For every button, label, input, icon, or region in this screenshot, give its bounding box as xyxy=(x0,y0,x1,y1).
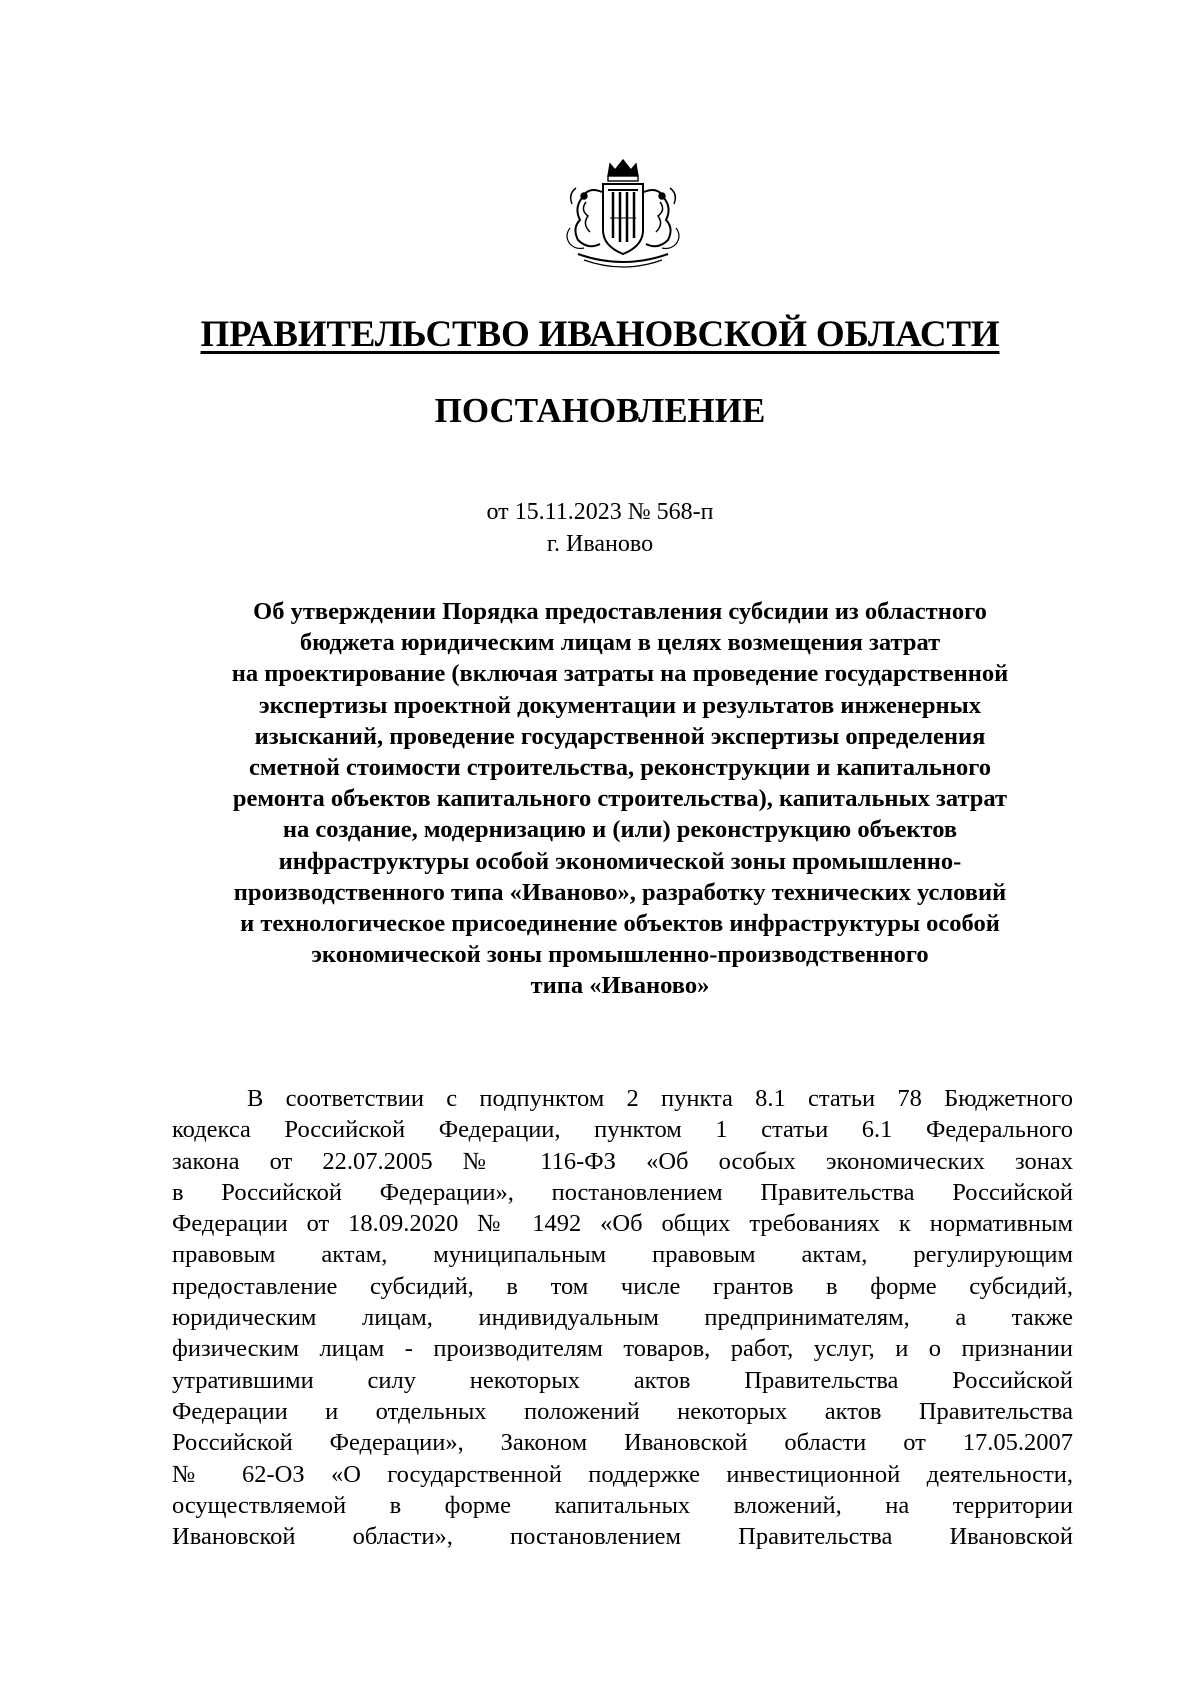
organization-title: ПРАВИТЕЛЬСТВО ИВАНОВСКОЙ ОБЛАСТИ xyxy=(200,314,1000,355)
body-line: Российской Федерации», Законом Ивановской области от 17.05.2007 xyxy=(172,1429,1073,1457)
body-line: кодекса Российской Федерации, пунктом 1 статьи 6.1 Федерального xyxy=(172,1116,1073,1144)
body-line: юридическим лицам, индивидуальным предпринимателям, а также xyxy=(172,1304,1073,1332)
subject-line: и технологическое присоединение объектов инфраструктуры особой xyxy=(240,910,1000,938)
document-city: г. Иваново xyxy=(546,531,654,557)
body-line: осуществляемой в форме капитальных вложений, на территории xyxy=(172,1491,1073,1519)
subject-line: на создание, модернизацию и (или) реконструкцию объектов xyxy=(282,816,958,844)
subject-line: изысканий, проведение государственной экспертизы определения xyxy=(254,722,986,750)
subject-line: производственного типа «Иваново», разработку технических условий xyxy=(233,878,1007,906)
body-line: предоставление субсидий, в том числе грантов в форме субсидий, xyxy=(172,1272,1073,1300)
body-line: Федерации и отдельных положений некоторых актов Правительства xyxy=(172,1397,1073,1425)
body-line: Федерации от 18.09.2020 № 1492 «Об общих требованиях к нормативным xyxy=(172,1210,1073,1238)
subject-line: бюджета юридическим лицам в целях возмещения затрат xyxy=(299,629,941,657)
document-body xyxy=(172,1083,1073,1552)
subject-line: экономической зоны промышленно-производственного xyxy=(311,941,929,969)
ivanovo-coat-of-arms-icon xyxy=(558,158,688,270)
body-line: правовым актам, муниципальным правовым актам, регулирующим xyxy=(172,1241,1073,1269)
body-line: в Российской Федерации», постановлением Правительства Российской xyxy=(172,1178,1073,1206)
subject-line: на проектирование (включая затраты на проведение государственной xyxy=(231,660,1009,688)
subject-line: типа «Иваново» xyxy=(530,972,710,1000)
body-line: В соответствии с подпунктом 2 пункта 8.1 статьи 78 Бюджетного xyxy=(247,1085,1073,1112)
body-line: физическим лицам - производителям товаров, работ, услуг, и о признании xyxy=(172,1335,1073,1363)
subject-line: экспертизы проектной документации и результатов инженерных xyxy=(258,691,981,719)
body-line: № 62-ОЗ «О государственной поддержке инвестиционной деятельности, xyxy=(172,1460,1073,1488)
subject-line: инфраструктуры особой экономической зоны промышленно- xyxy=(278,847,962,875)
body-line: утратившими силу некоторых актов Правительства Российской xyxy=(172,1366,1073,1394)
body-line: Ивановской области», постановлением Правительства Ивановской xyxy=(172,1523,1073,1551)
body-line: закона от 22.07.2005 № 116-ФЗ «Об особых экономических зонах xyxy=(172,1147,1073,1175)
subject-line: сметной стоимости строительства, реконструкции и капитального xyxy=(248,754,992,782)
subject-line: ремонта объектов капитального строительства), капитальных затрат xyxy=(232,785,1008,813)
document-type-heading: ПОСТАНОВЛЕНИЕ xyxy=(434,391,766,430)
subject-line: Об утверждении Порядка предоставления субсидии из областного xyxy=(253,598,987,625)
document-subject xyxy=(165,596,1075,1002)
document-date-number: от 15.11.2023 № 568-п xyxy=(486,499,714,525)
